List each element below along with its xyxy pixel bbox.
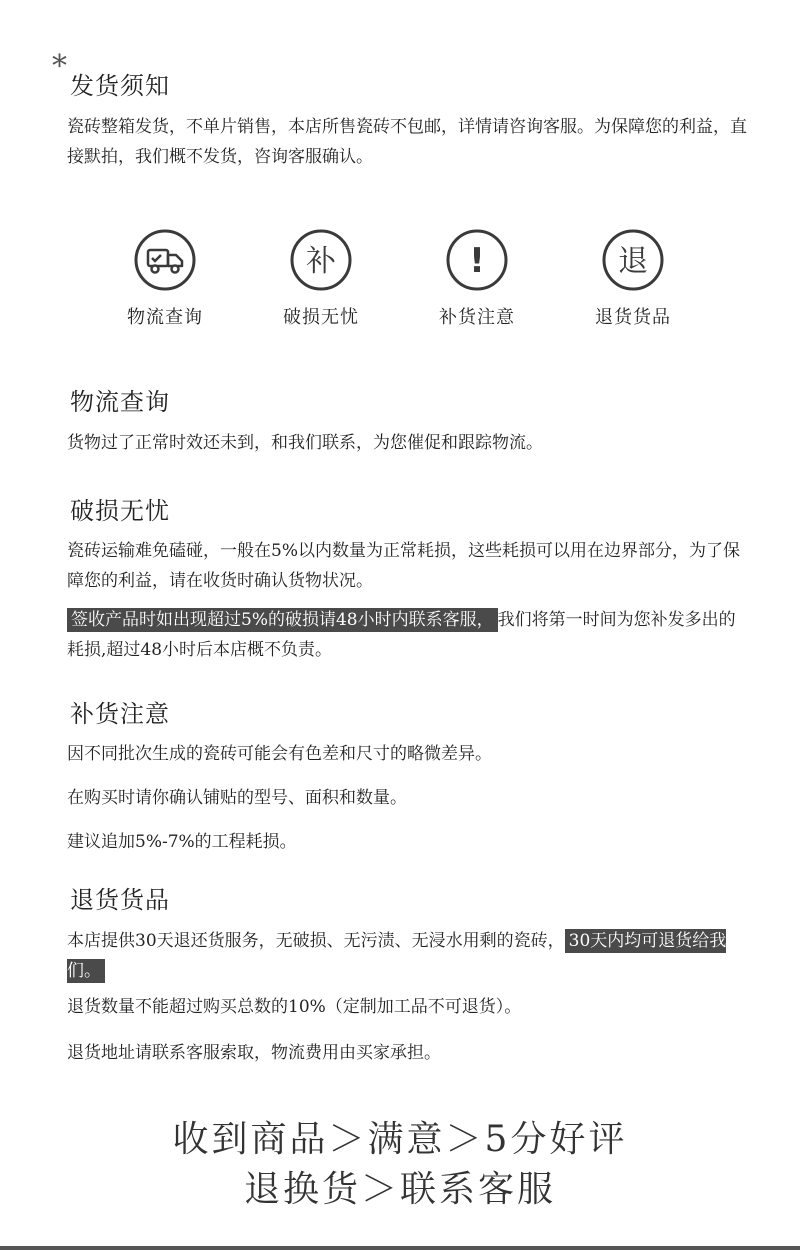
icon-item-restock[interactable]: [407, 228, 547, 330]
slogan-line1: 收到商品＞满意＞5分好评: [172, 1119, 628, 1160]
exclamation-glyph: !: [469, 241, 485, 281]
restock-line3: 建议追加5%-7%的工程耗损。: [67, 832, 297, 852]
returns-line2: 退货数量不能超过购买总数的10%（定制加工品不可退货）。: [67, 997, 522, 1017]
tui-char-icon: [601, 228, 665, 292]
slogan-line2: 退换货＞联系客服: [243, 1169, 556, 1210]
icon-label-restock: 补货注意: [439, 307, 515, 328]
tui-char-glyph: 退: [618, 244, 648, 279]
icon-item-damage[interactable]: [251, 228, 391, 330]
icon-item-returns[interactable]: [563, 228, 703, 330]
damage-title: 破损无忧: [70, 497, 170, 525]
icon-label-logistics: 物流查询: [127, 307, 203, 328]
logistics-title: 物流查询: [70, 388, 170, 416]
returns-text-main: 本店提供30天退还货服务，无破损、无污渍、无浸水用剩的瓷砖，: [67, 931, 565, 951]
truck-icon: [133, 228, 197, 292]
returns-text: [67, 926, 750, 986]
logistics-text: 货物过了正常时效还未到，和我们联系，为您催促和跟踪物流。: [67, 433, 543, 453]
damage-notice: [67, 605, 750, 665]
service-icons: [95, 228, 715, 338]
exclamation-icon: [445, 228, 509, 292]
damage-text2: 我们将第一时间为您补发多出的耗损,超过48小时后本店概不负责。: [67, 610, 736, 660]
icon-item-logistics[interactable]: [95, 228, 235, 330]
icon-label-damage: 破损无忧: [283, 307, 359, 328]
notice-title: 发货须知: [70, 72, 170, 100]
bottom-divider: [0, 1246, 800, 1250]
asterisk-decoration: *: [52, 49, 67, 84]
returns-highlight: 30天内均可退货给我们。: [67, 931, 727, 981]
damage-text: 瓷砖运输难免磕碰，一般在5%以内数量为正常耗损，这些耗损可以用在边界部分，为了保障您的利益，请在收货时确认货物状况。: [67, 541, 740, 591]
restock-line1: 因不同批次生成的瓷砖可能会有色差和尺寸的略微差异。: [67, 744, 492, 764]
returns-title: 退货货品: [70, 886, 170, 914]
restock-title: 补货注意: [70, 700, 170, 728]
returns-line3: 退货地址请联系客服索取，物流费用由买家承担。: [67, 1043, 441, 1063]
bu-char-glyph: 补: [306, 244, 336, 279]
restock-line2: 在购买时请你确认铺贴的型号、面积和数量。: [67, 788, 407, 808]
notice-text: 瓷砖整箱发货，不单片销售，本店所售瓷砖不包邮，详情请咨询客服。为保障您的利益，直接默拍，我们概不发货，咨询客服确认。: [67, 117, 747, 167]
bu-char-icon: [289, 228, 353, 292]
damage-highlight: 签收产品时如出现超过5%的破损请48小时内联系客服，: [67, 608, 498, 632]
icon-label-returns: 退货货品: [595, 307, 671, 328]
